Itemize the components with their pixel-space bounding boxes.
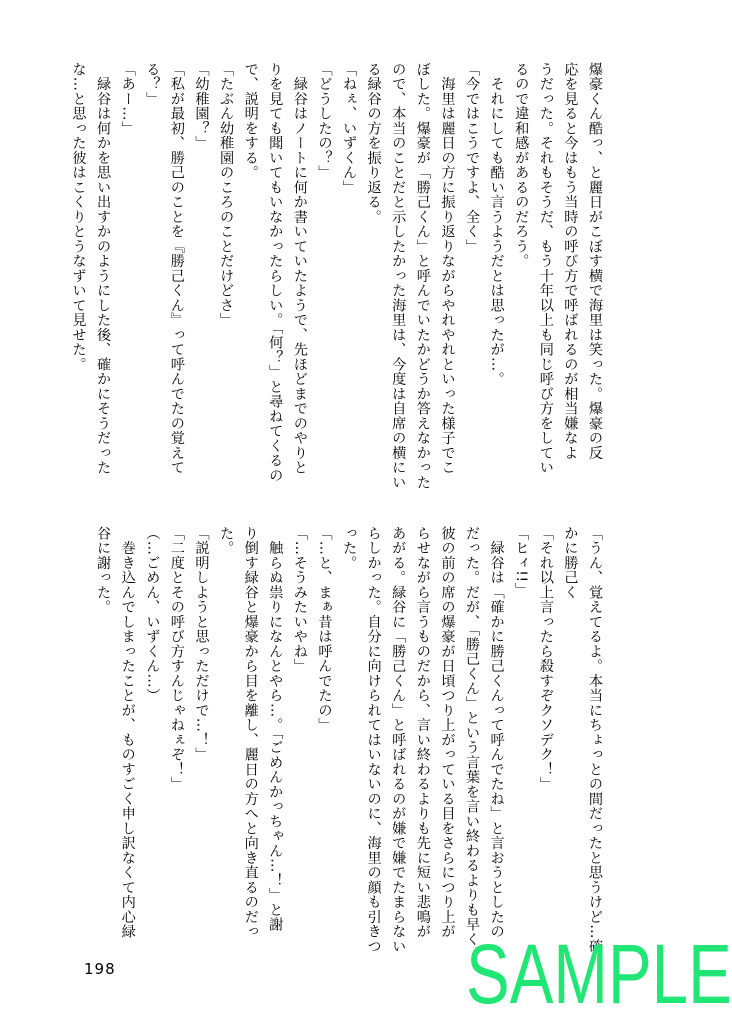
text-line: それにしても酷い言うようだとは思ったが…。	[488, 62, 505, 387]
sample-watermark: SAMPLE	[466, 927, 732, 1021]
text-line: 「それ以上言ったら殺すぞクソデク！」	[537, 526, 554, 792]
text-line: で、説明をする。	[242, 62, 259, 180]
text-line: り倒す緑谷と爆豪から目を離し、麗日の方へと向き直るのだっ	[242, 526, 259, 939]
text-line: るので違和感があるのだろう。	[513, 62, 530, 269]
text-line: 緑谷は何かを思い出すかのようにした後、確かにそうだった	[95, 62, 112, 475]
text-line: かに勝己く	[562, 526, 579, 600]
text-line: 応を見ると今はもう当時の呼び方で呼ばれるのが相当嫌なよ	[562, 62, 579, 461]
text-line: らせながら言うものだから、言い終わるよりも先に短い悲鳴が	[414, 526, 431, 939]
text-line: （…ごめん、いずくん…）	[144, 526, 161, 703]
text-line: 「うん、覚えてるよ。本当にちょっとの間だったと思うけど…確	[587, 526, 603, 954]
text-line: 谷に謝った。	[95, 526, 112, 615]
upper-text-block	[70, 62, 607, 492]
text-line: だった。だが、「勝己くん」という言葉を言い終わるよりも早く、	[464, 526, 481, 962]
text-line: 爆豪くん酷っ、と麗日がこぼす横で海里は笑った。爆豪の反	[587, 62, 603, 461]
text-line: た。	[218, 526, 235, 556]
text-line: 巻き込んでしまったことが、ものすごく申し訳なくて内心緑	[119, 526, 136, 939]
text-line: 「どうしたの？」	[316, 62, 333, 180]
text-line: 「ねぇ、いずくん」	[341, 62, 358, 195]
text-line: 緑谷は「確かに勝己くんって呼んでたね」と言おうとしたの	[488, 526, 505, 939]
text-line: りを見ても聞いてもいなかったらしい。「何？」と尋ねてくるの	[267, 62, 284, 483]
text-line: ので、本当のことだと示したかった海里は、今度は自席の横にい	[390, 62, 407, 490]
text-line: らしかった。自分に向けられてはいないのに、海里の顔も引きつ	[365, 526, 382, 954]
text-line: る緑谷の方を振り返る。	[365, 62, 382, 225]
text-line: 「あー…」	[119, 62, 136, 136]
text-line: 「説明しようと思っただけで…！」	[193, 526, 210, 762]
text-line: った。	[341, 526, 358, 571]
text-line: あがる。緑谷に「勝己くん」と呼ばれるのが嫌で嫌でたまらない	[390, 526, 407, 954]
text-line: な…と思った彼はこくりとうなずいて見せた。	[70, 62, 87, 372]
text-line: 「たぶん幼稚園のころのことだけどさ」	[218, 62, 235, 328]
text-line: 「私が最初、勝己のことを『勝己くん』って呼んでたの覚えて	[168, 62, 185, 475]
text-line: 「今ではこうですよ、全く」	[464, 62, 481, 254]
page-number: 198	[84, 960, 116, 978]
lower-text-block	[95, 526, 607, 962]
text-line: 「ヒィ!!」	[513, 526, 530, 598]
text-line: る？」	[144, 62, 161, 107]
text-line: ぼした。爆豪が「勝己くん」と呼んでいたかどうか答えなかった	[414, 62, 431, 490]
text-line: うだった。それもそうだ、もう十年以上も同じ呼び方をしてい	[537, 62, 554, 475]
text-line: 緑谷はノートに何か書いていたようで、先ほどまでのやりと	[291, 62, 308, 475]
text-line: 彼の前の席の爆豪が日頃つり上がっている目をさらにつり上が	[439, 526, 456, 939]
text-line: 「…そうみたいやね」	[291, 526, 308, 674]
text-line: 海里は麗日の方に振り返りながらやれやれといった様子でこ	[439, 62, 456, 475]
text-line: 「…と、まぁ昔は呼んでたの」	[316, 526, 333, 733]
text-line: 「幼稚園？」	[193, 62, 210, 151]
text-line: 触らぬ祟りになんとやら…。「ごめんかっちゃん…！」と謝	[267, 526, 284, 932]
text-line: 「二度とその呼び方すんじゃねぇぞ！」	[168, 526, 185, 792]
